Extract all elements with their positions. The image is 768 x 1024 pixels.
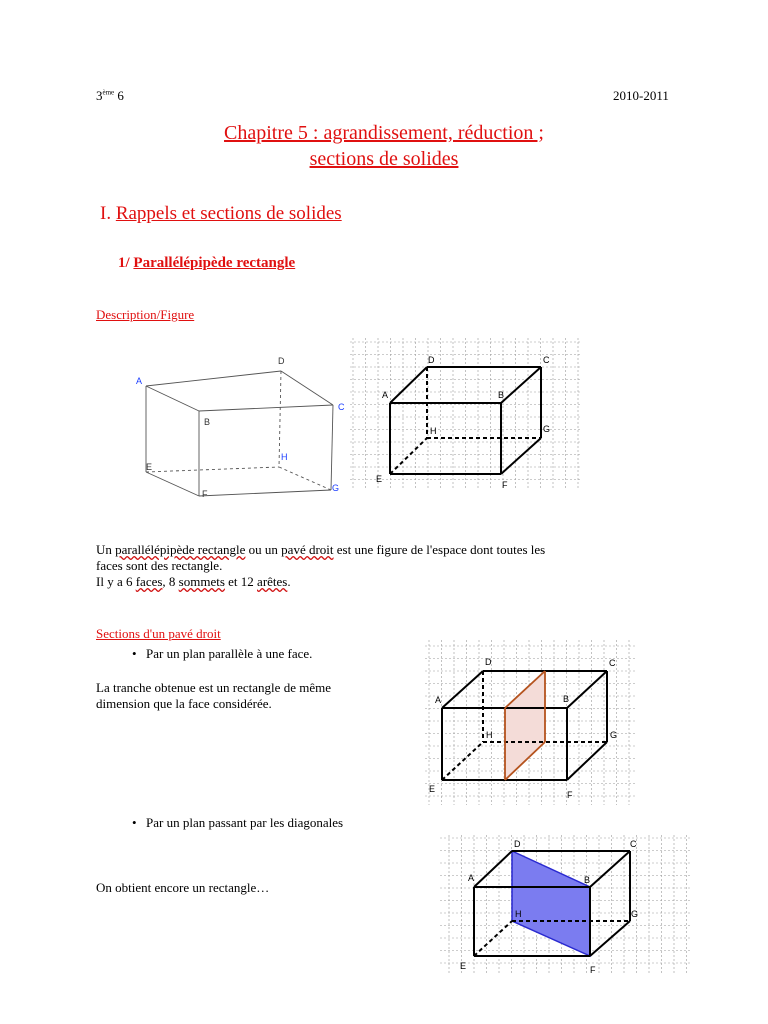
chapter-title-line1: Chapitre 5 : agrandissement, réduction ; <box>224 122 544 144</box>
vertex-b: B <box>204 417 211 427</box>
vertex-g: G <box>631 909 639 919</box>
vertex-d: D <box>485 657 492 667</box>
vertex-h: H <box>430 426 437 436</box>
vertex-h: H <box>486 730 493 740</box>
vertex-b: B <box>584 875 591 885</box>
vertex-d: D <box>278 356 285 366</box>
diagonal-section-text: On obtient encore un rectangle… <box>96 880 270 895</box>
vertex-b: B <box>498 390 505 400</box>
vertex-f: F <box>567 790 573 800</box>
bullet-parallel-plane: • Par un plan parallèle à une face. <box>132 646 313 661</box>
vertex-c: C <box>338 402 345 412</box>
school-year: 2010-2011 <box>613 88 669 103</box>
sections-label: Sections d'un pavé droit <box>96 626 221 641</box>
vertex-e: E <box>146 462 153 472</box>
class-label: 3ème 6 <box>96 88 124 103</box>
vertex-d: D <box>428 355 435 365</box>
vertex-e: E <box>460 961 467 971</box>
vertex-g: G <box>610 730 618 740</box>
chapter-title-line2: sections de solides <box>309 148 459 170</box>
box-figure-diagonal-section <box>440 835 690 975</box>
vertex-e: E <box>429 784 436 794</box>
subsection-heading: 1/ Parallélépipède rectangle <box>118 255 296 271</box>
vertex-h: H <box>281 452 288 462</box>
vertex-c: C <box>630 839 637 849</box>
vertex-c: C <box>543 355 550 365</box>
box-figure-parallel-section <box>425 640 635 805</box>
vertex-a: A <box>468 873 475 883</box>
vertex-c: C <box>609 658 616 668</box>
vertex-h: H <box>515 909 522 919</box>
vertex-b: B <box>563 694 570 704</box>
vertex-e: E <box>376 474 383 484</box>
vertex-g: G <box>543 424 551 434</box>
parallel-section-text: La tranche obtenue est un rectangle de même dimension que la face considérée. <box>96 680 331 711</box>
section-heading: I. Rappels et sections de solides <box>100 203 342 224</box>
vertex-f: F <box>502 480 508 488</box>
vertex-f: F <box>590 965 596 975</box>
box-figure-grid <box>350 338 580 488</box>
definition-paragraph: Un parallélépipède rectangle ou un pavé droit est une figure de l'espace dont toutes les faces sont des rectangle. Il y a 6 faces, 8 sommets et 12 arêtes. <box>96 542 546 589</box>
vertex-a: A <box>136 376 143 386</box>
vertex-a: A <box>382 390 389 400</box>
bullet-diagonal-plane: • Par un plan passant par les diagonales <box>132 815 344 830</box>
box-figure-plain <box>124 348 374 514</box>
vertex-a: A <box>435 695 442 705</box>
vertex-f: F <box>202 489 208 499</box>
vertex-d: D <box>514 839 521 849</box>
vertex-g: G <box>332 483 340 493</box>
description-label: Description/Figure <box>96 307 195 322</box>
